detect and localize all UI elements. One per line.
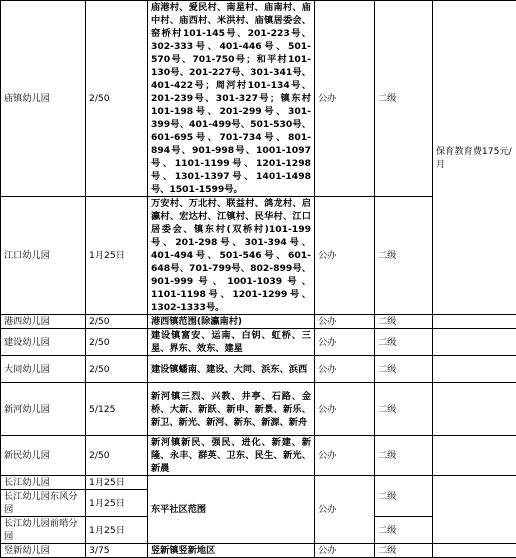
school-level: 二级 — [375, 544, 433, 558]
fee-cell: 保育教育费175元/月 — [433, 1, 516, 315]
table-row — [1, 436, 516, 476]
school-type: 公办 — [315, 329, 375, 356]
fee-cell-empty — [433, 383, 516, 436]
school-type: 公办 — [315, 356, 375, 383]
table-row — [1, 383, 516, 436]
class-count: 2/50 — [86, 329, 148, 356]
class-count: 2/50 — [86, 315, 148, 329]
fee-cell-empty — [433, 356, 516, 383]
school-level: 二级 — [375, 197, 433, 315]
school-level: 二级 — [375, 329, 433, 356]
enrollment-area: 竖新镇竖新地区 — [148, 544, 315, 558]
class-count: 2/50 — [86, 356, 148, 383]
kindergarten-name: 长江幼儿园东风分园 — [1, 490, 86, 517]
kindergarten-name: 长江幼儿园前哨分园 — [1, 517, 86, 544]
kindergarten-name: 庙镇幼儿园 — [1, 1, 86, 197]
fee-cell-empty — [433, 315, 516, 329]
fee-cell-empty — [433, 544, 516, 558]
school-type: 公办 — [315, 315, 375, 329]
kindergarten-name: 长江幼儿园 — [1, 476, 86, 490]
table-row — [1, 1, 516, 197]
school-type: 公办 — [315, 197, 375, 315]
school-type: 公办 — [315, 436, 375, 476]
school-level: 二级 — [375, 1, 433, 197]
class-count: 1月25日 — [86, 490, 148, 517]
class-count: 3/75 — [86, 544, 148, 558]
enrollment-area: 建设镇富安、运南、白钥、虹桥、三星、界东、效东、建星 — [148, 329, 315, 356]
school-level: 二级 — [375, 383, 433, 436]
class-count: 1月25日 — [86, 197, 148, 315]
fee-cell-empty — [433, 329, 516, 356]
kindergarten-name: 新河幼儿园 — [1, 383, 86, 436]
school-type: 公办 — [315, 1, 375, 197]
school-level: 二级 — [375, 356, 433, 383]
class-count: 2/50 — [86, 436, 148, 476]
enrollment-area: 建设镇蟠南、建设、大同、浜东、浜西 — [148, 356, 315, 383]
school-type: 公办 — [315, 476, 375, 544]
kindergarten-name: 港西幼儿园 — [1, 315, 86, 329]
school-type: 公办 — [315, 544, 375, 558]
enrollment-area: 新河镇新民、强民、进化、新建、新隆、永丰、群英、卫东、民生、新光、新晨 — [148, 436, 315, 476]
enrollment-area: 港西镇范围(除瀛南村) — [148, 315, 315, 329]
school-level: 二级 — [375, 315, 433, 329]
kindergarten-name: 竖新幼儿园 — [1, 544, 86, 558]
school-level: 二级 — [375, 436, 433, 476]
enrollment-area: 万安村、万北村、联益村、鸽龙村、启瀛村、宏达村、江镇村、民华村、江口居委会、镇东村(双桥村)101-199号、201-298号、301-394号、401-494号、501-546号、601-648号、701-799号、802-899号、901-999号、1001-1039号、1101-1198号、1201-1299号、1302-1333号。 — [148, 197, 315, 315]
table-row — [1, 315, 516, 329]
kindergarten-name: 江口幼儿园 — [1, 197, 86, 315]
kindergarten-name: 新民幼儿园 — [1, 436, 86, 476]
class-count: 2/50 — [86, 1, 148, 197]
table-row — [1, 329, 516, 356]
school-level: 二级 — [375, 517, 433, 544]
class-count: 1月25日 — [86, 517, 148, 544]
class-count: 5/125 — [86, 383, 148, 436]
table-row — [1, 544, 516, 558]
table-row — [1, 356, 516, 383]
kindergarten-name: 建设幼儿园 — [1, 329, 86, 356]
kindergarten-name: 大同幼儿园 — [1, 356, 86, 383]
fee-cell-empty — [433, 436, 516, 476]
enrollment-area: 庙港村、爱民村、南星村、庙南村、庙中村、庙西村、米洪村、庙镇居委会、窑桥村101-145号、201-223号、302-333号、401-446号、501-570号、701-750号；和平村101-130号、201-227号、301-341号、401-422号；周河村101-134号、201-239号、301-327号；镇东村101-198号、201-299号、301-399号、401-499号、501-530号、601-695号、701-734号、801-894号、901-998号、1001-1097号、1101-1199号、1201-1298号、1301-1397号、1401-1498号、1501-1599号。 — [148, 1, 315, 197]
fee-cell-empty — [433, 476, 516, 544]
table-row — [1, 476, 516, 490]
class-count: 1月25日 — [86, 476, 148, 490]
enrollment-area: 东平社区范围 — [148, 476, 315, 544]
school-level: 二级 — [375, 476, 433, 517]
enrollment-area: 新河镇三烈、兴教、井亭、石路、金桥、大新、新跃、新申、新景、新乐、新卫、新光、新河、新东、新源、新舟 — [148, 383, 315, 436]
school-type: 公办 — [315, 383, 375, 436]
